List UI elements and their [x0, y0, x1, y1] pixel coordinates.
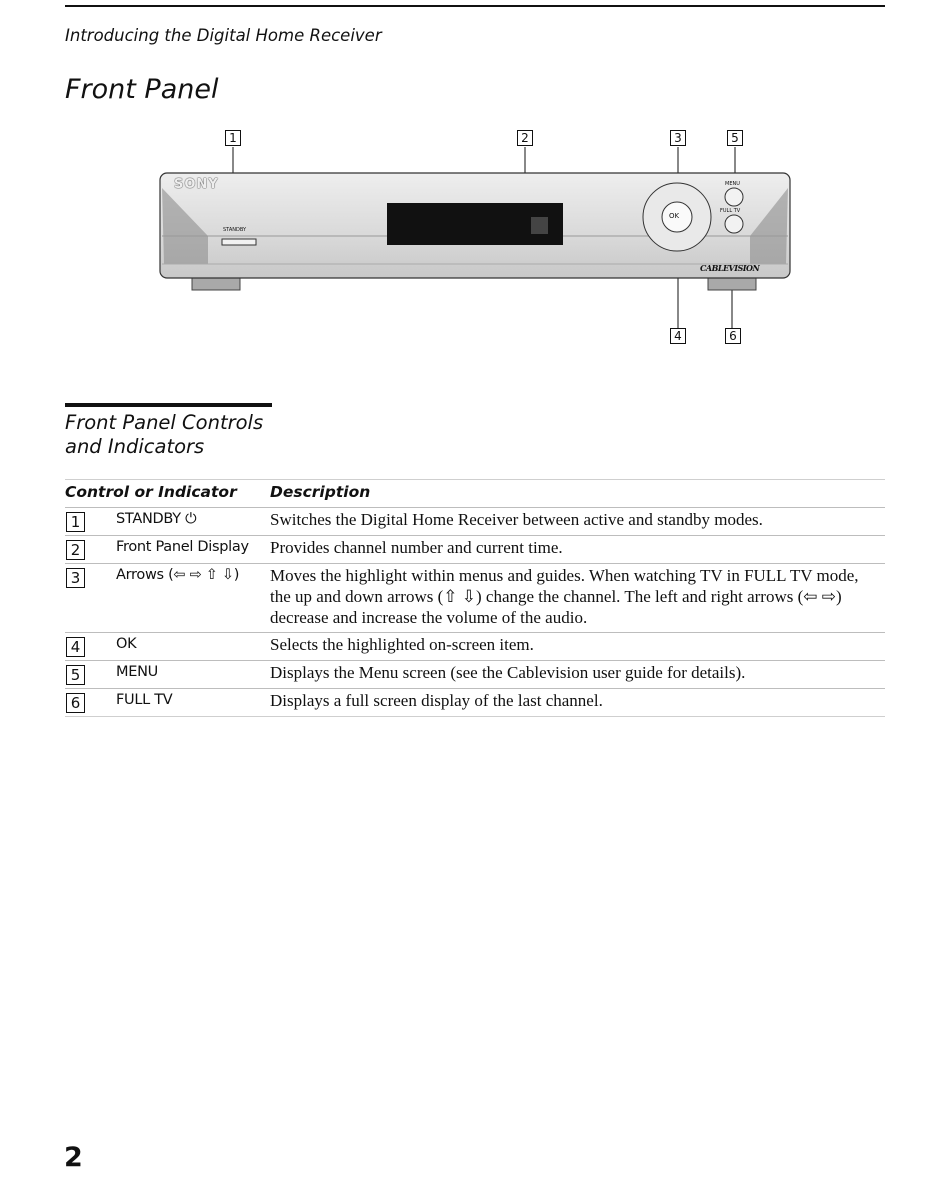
header-description: Description: [270, 483, 371, 501]
page-number: 2: [64, 1142, 83, 1173]
row-number: 3: [66, 568, 85, 588]
ok-label: OK: [669, 212, 680, 220]
menu-label: MENU: [725, 181, 740, 187]
table-row: [65, 660, 885, 688]
row-control: FULL TV: [116, 692, 173, 708]
full-tv-label: FULL TV: [720, 208, 741, 214]
front-panel-illustration: [150, 126, 800, 351]
table-row: [65, 632, 885, 660]
section-title-line2: and Indicators: [65, 435, 205, 458]
cablevision-logo: CABLEVISION: [700, 263, 760, 273]
running-header: Introducing the Digital Home Receiver: [65, 26, 382, 45]
table-row: [65, 688, 885, 717]
row-control: MENU: [116, 664, 158, 680]
row-control: STANDBY ⏻: [116, 511, 197, 527]
row-number: 4: [66, 637, 85, 657]
controls-table: [65, 479, 885, 717]
table-header: [65, 479, 885, 507]
callout-3: 3: [670, 130, 686, 146]
row-number: 1: [66, 512, 85, 532]
table-row: [65, 563, 885, 632]
callout-2: 2: [517, 130, 533, 146]
row-number: 6: [66, 693, 85, 713]
row-control: OK: [116, 636, 137, 652]
top-rule: [65, 5, 885, 7]
section-title: [65, 411, 325, 459]
section-title-line1: Front Panel Controls: [65, 411, 264, 434]
callout-6: 6: [725, 328, 741, 344]
row-description: Provides channel number and current time.: [270, 538, 563, 557]
row-control: Arrows (⇦ ⇨ ⇧ ⇩): [116, 567, 240, 583]
callout-1: 1: [225, 130, 241, 146]
standby-label: STANDBY: [223, 227, 247, 233]
callout-5: 5: [727, 130, 743, 146]
header-control: Control or Indicator: [65, 483, 237, 501]
row-description: Selects the highlighted on-screen item.: [270, 635, 534, 654]
row-description: Displays a full screen display of the last channel.: [270, 691, 603, 710]
page-title: Front Panel: [65, 74, 219, 105]
receiver-drawing: [150, 126, 800, 351]
row-description: Moves the highlight within menus and guides. When watching TV in FULL TV mode, the up and down arrows (⇧ ⇩) change the channel. The left and right arrows (⇦ ⇨) decrease and increase the volume of the audio.: [270, 566, 859, 627]
row-number: 2: [66, 540, 85, 560]
section-rule: [65, 403, 272, 407]
callout-4: 4: [670, 328, 686, 344]
row-control: Front Panel Display: [116, 539, 249, 555]
row-description: Switches the Digital Home Receiver between active and standby modes.: [270, 510, 763, 529]
table-row: [65, 535, 885, 563]
table-row: [65, 507, 885, 535]
row-number: 5: [66, 665, 85, 685]
row-description: Displays the Menu screen (see the Cablevision user guide for details).: [270, 663, 746, 682]
sony-logo: SONY: [174, 177, 219, 192]
